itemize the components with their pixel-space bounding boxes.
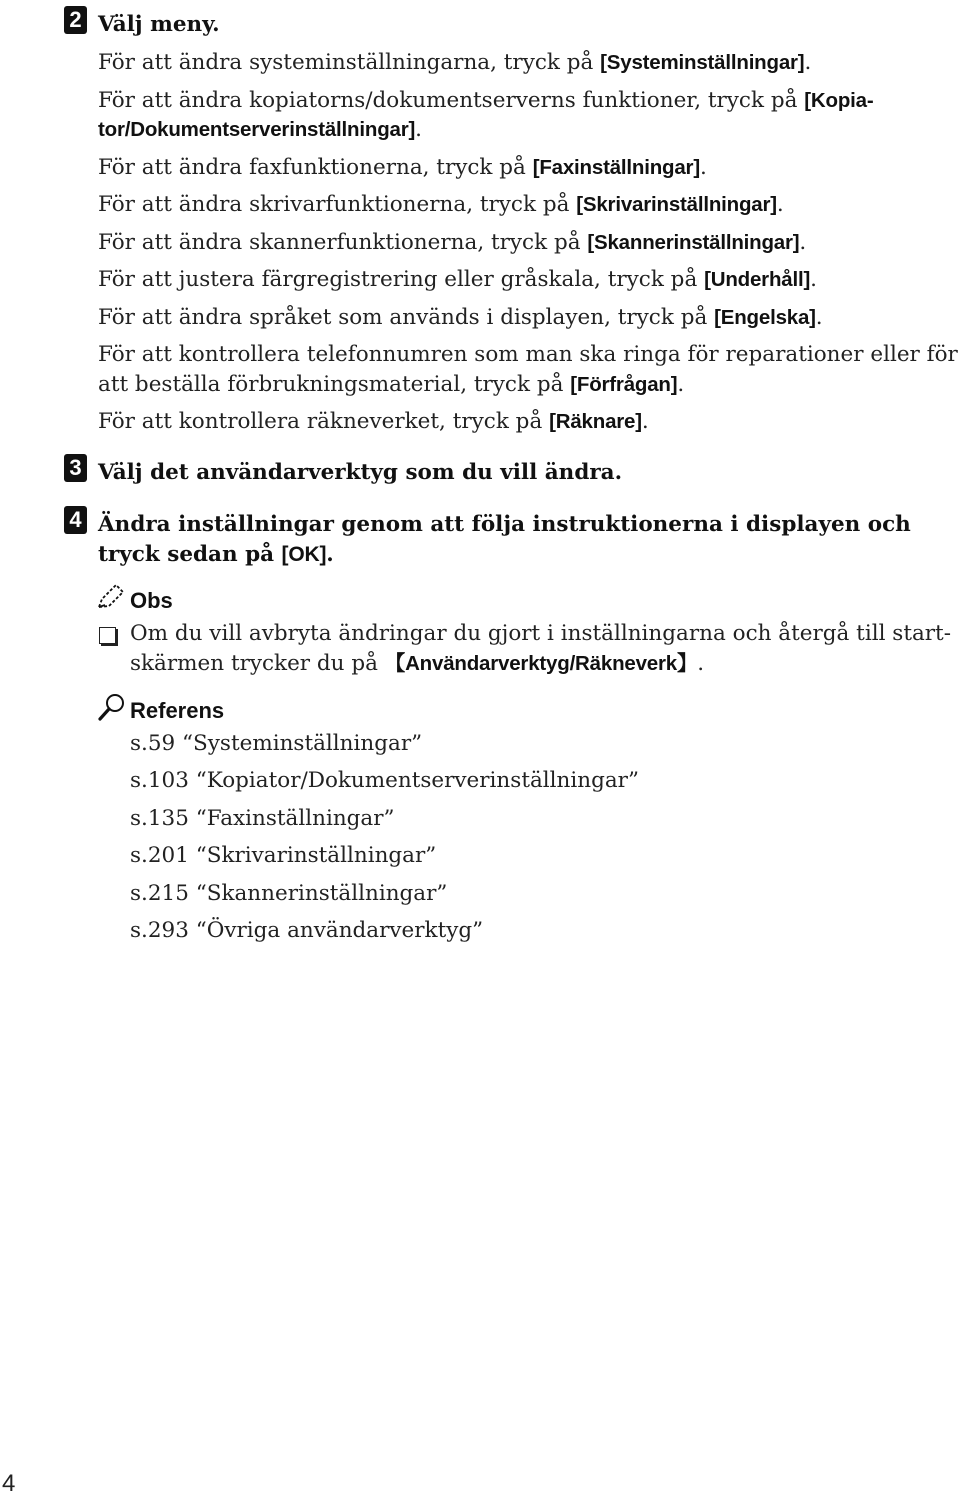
key-label: [Skrivarinställningar] xyxy=(576,193,777,216)
instruction-line: För att ändra skannerfunktionerna, tryck på [Skannerinställningar]. xyxy=(98,230,807,255)
step-number-badge: 4 xyxy=(64,506,87,534)
instruction-paragraph: För att kontrollera telefonnumren som man ska ringa för reparationer eller för att beställa förbrukningsmaterial, tryck på [Förfrågan]. xyxy=(98,342,958,397)
reference-link[interactable]: s.135 “Faxinställningar” xyxy=(130,806,395,831)
step-heading: Välj meny. xyxy=(98,12,220,37)
reference-title: Referens xyxy=(130,698,225,723)
checkbox-icon xyxy=(99,627,116,644)
key-label: [Systeminställningar] xyxy=(600,51,805,74)
instruction-line: För att kontrollera räkneverket, tryck på [Räknare]. xyxy=(98,409,649,434)
instruction-line: För att ändra faxfunktionerna, tryck på [Faxinställningar]. xyxy=(98,155,707,180)
key-label: tor/Dokumentserverinställningar] xyxy=(98,118,416,141)
key-label: [Engelska] xyxy=(714,306,816,329)
reference-link[interactable]: s.59 “Systeminställningar” xyxy=(130,731,423,756)
instruction-line: För att ändra språket som används i displayen, tryck på [Engelska]. xyxy=(98,305,823,330)
instruction-line-continued: tor/Dokumentserverinställningar]. xyxy=(98,117,422,142)
note-title: Obs xyxy=(130,588,173,613)
instruction-line: För att ändra systeminställningarna, tryck på [Systeminställningar]. xyxy=(98,50,812,75)
step-number-badge: 2 xyxy=(64,6,87,34)
key-label: [Räknare] xyxy=(549,410,642,433)
magnifier-icon xyxy=(97,692,127,722)
key-label: [Underhåll] xyxy=(704,268,811,291)
reference-link[interactable]: s.215 “Skannerinställningar” xyxy=(130,881,448,906)
pencil-icon xyxy=(96,583,126,611)
page-number: 4 xyxy=(2,1470,16,1497)
key-label: [OK] xyxy=(281,543,327,566)
instruction-line: För att justera färgregistrering eller gråskala, tryck på [Underhåll]. xyxy=(98,267,817,292)
reference-link[interactable]: s.103 “Kopiator/Dokumentserverinställningar” xyxy=(130,768,639,793)
note-text: Om du vill avbryta ändringar du gjort i inställningarna och återgå till start-skärmen trycker du på 【Användarverktyg/Räkneverk】. xyxy=(130,621,951,676)
key-label: [Kopia- xyxy=(804,89,874,112)
step-heading: Ändra inställningar genom att följa instruktionerna i displayen och tryck sedan på [OK]. xyxy=(98,512,911,567)
step-heading: Välj det användarverktyg som du vill ändra. xyxy=(98,460,623,485)
key-label: [Faxinställningar] xyxy=(532,156,700,179)
reference-link[interactable]: s.201 “Skrivarinställningar” xyxy=(130,843,437,868)
reference-link[interactable]: s.293 “Övriga användarverktyg” xyxy=(130,918,484,943)
step-number-badge: 3 xyxy=(64,454,87,482)
key-label: [Skannerinställningar] xyxy=(587,231,800,254)
key-label: [Förfrågan] xyxy=(570,373,678,396)
instruction-line: För att ändra skrivarfunktionerna, tryck på [Skrivarinställningar]. xyxy=(98,192,784,217)
instruction-line: För att ändra kopiatorns/dokumentserverns funktioner, tryck på [Kopia- xyxy=(98,88,874,113)
key-label: 【Användarverktyg/Räkneverk】 xyxy=(384,652,698,675)
